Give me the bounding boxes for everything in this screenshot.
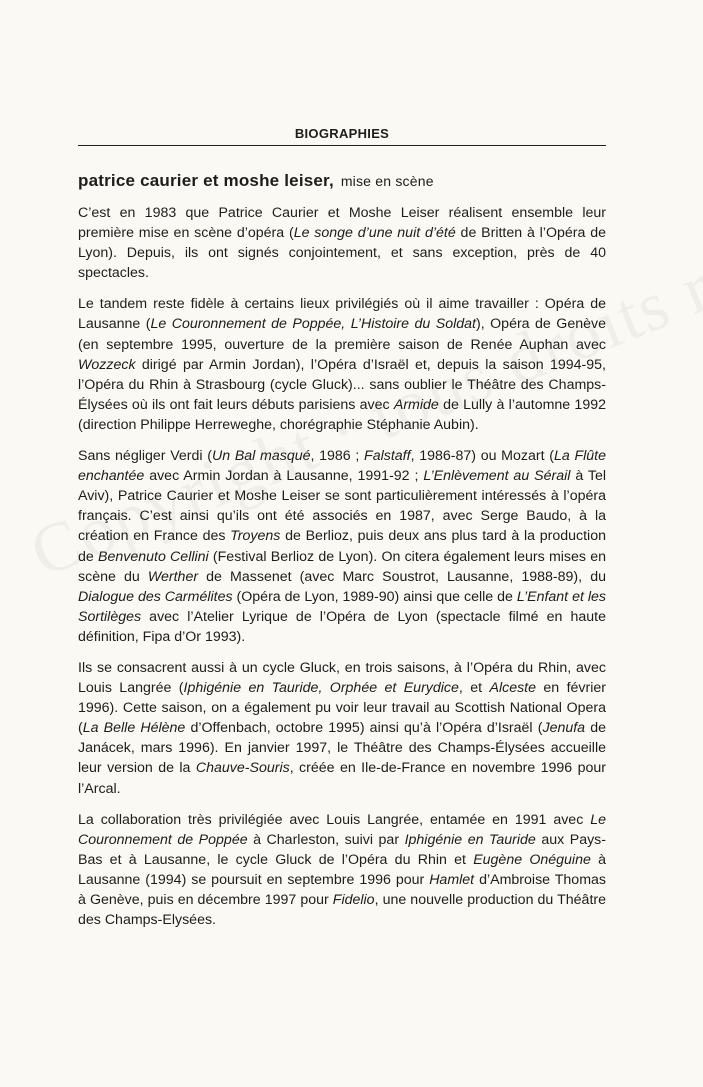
text-run: (Festival Berlioz de Lyon). On citera également leurs mises en scène du (78, 548, 606, 585)
italic-title: Le Couronnement de Poppée (78, 811, 606, 848)
paragraph-2 (78, 294, 606, 435)
text-run: à Lausanne (1994) se poursuit en septembre 1996 pour (78, 851, 606, 888)
italic-title: Jenufa (542, 720, 586, 737)
text-run: avec Armin Jordan à Lausanne, 1991-92 ; (144, 468, 424, 485)
text-run: à Tel Aviv), Patrice Caurier et Moshe Leiser se sont particulièrement intéressés à l’opéra français. C’est ainsi qu’ils ont été associés en 1987, avec Serge Baudo, à la création en France des (78, 468, 606, 545)
italic-title: La Belle Hélène (82, 720, 186, 737)
italic-title: Le songe d’une nuit d’été (293, 225, 456, 242)
text-run: d’Ambroise Thomas à Genève, puis en décembre 1997 pour (78, 871, 607, 908)
paragraph-4 (78, 658, 606, 799)
text-run: Le tandem reste fidèle à certains lieux privilégiés où il aime travailler : Opéra de Lausanne ( (78, 296, 606, 333)
italic-title: La Flûte enchantée (78, 448, 606, 485)
italic-title: L’Enfant et les Sortilèges (78, 588, 606, 625)
text-run: , une nouvelle production du Théâtre des Champs-Elysées. (78, 892, 606, 929)
text-run: , créée en Ile-de-France en novembre 1996 pour l’Arcal. (78, 760, 606, 797)
text-run: en février 1996). Cette saison, on a également pu voir leur travail au Scottish National Opera ( (78, 680, 606, 737)
text-run: , 1986 ; (310, 448, 365, 465)
italic-title: Hamlet (429, 871, 475, 888)
text-run: Sans négliger Verdi ( (78, 448, 212, 465)
text-run: de Janácek, mars 1996). En janvier 1997, le Théâtre des Champs-Élysées accueille leur version de la (78, 720, 607, 777)
biography-names: patrice caurier et moshe leiser, (78, 171, 334, 190)
text-run: Ils se consacrent aussi à un cycle Gluck, en trois saisons, à l’Opéra du Rhin, avec Louis Langrée ( (78, 659, 606, 697)
header-rule (78, 145, 606, 146)
text-run: avec l’Atelier Lyrique de l’Opéra de Lyon (spectacle filmé en haute définition, Fipa d’Or 1993). (78, 608, 606, 645)
paragraph-3 (78, 446, 606, 647)
section-header: BIOGRAPHIES (294, 126, 390, 141)
text-run: , et (458, 680, 490, 697)
text-run: de Berlioz, puis deux ans plus tard à la production de (78, 528, 606, 565)
italic-title: Eugène Onéguine (473, 851, 591, 868)
italic-title: Werther (147, 568, 199, 585)
text-run: C’est en 1983 que Patrice Caurier et Moshe Leiser réalisent ensemble leur première mise en scène d’opéra ( (78, 205, 606, 242)
italic-title: Dialogue des Carmélites (78, 588, 233, 605)
text-run: à Charleston, suivi par (247, 831, 405, 848)
text-run: , 1986-87) ou Mozart ( (410, 448, 554, 465)
italic-title: L’Enlèvement au Sérail (423, 468, 571, 485)
text-run: dirigé par Armin Jordan), l’Opéra d’Israël et, depuis la saison 1994-95, l’Opéra du Rhin à Strasbourg (cycle Gluck)... sans oublier le Théâtre des Champs-Élysées où ils ont fait leurs débuts parisiens avec (78, 356, 606, 413)
italic-title: Le Couronnement de Poppée, L’Histoire du Soldat (150, 316, 476, 333)
italic-title: Alceste (489, 680, 537, 697)
text-run: aux Pays-Bas et à Lausanne, le cycle Gluck de l’Opéra du Rhin et (78, 831, 607, 868)
text-run: de Lully à l’automne 1992 (direction Philippe Herreweghe, chorégraphie Stéphanie Aubin). (78, 396, 606, 433)
text-run: La collaboration très privilégiée avec Louis Langrée, entamée en 1991 avec (78, 811, 591, 828)
paragraph-1 (78, 203, 606, 283)
paragraph-5 (78, 810, 606, 931)
italic-title: Armide (393, 396, 439, 413)
text-run: de Massenet (avec Marc Soustrot, Lausanne, 1988-89), du (198, 568, 606, 585)
biography-heading (78, 171, 606, 191)
italic-title: Iphigénie en Tauride, Orphée et Eurydice (183, 680, 459, 697)
italic-title: Un Bal masqué (211, 448, 311, 465)
text-run: (Opéra de Lyon, 1989-90) ainsi que celle de (232, 588, 517, 605)
biography-body (78, 203, 606, 941)
italic-title: Wozzeck (78, 356, 136, 373)
italic-title: Chauve-Souris (195, 760, 290, 777)
biography-role: mise en scène (340, 173, 434, 189)
text-run: d’Offenbach, octobre 1995) ainsi qu’à l’Opéra d’Israël ( (185, 720, 543, 737)
italic-title: Iphigénie en Tauride (404, 831, 536, 848)
italic-title: Falstaff (364, 448, 411, 465)
italic-title: Troyens (230, 528, 281, 545)
text-run: de Britten à l’Opéra de Lyon). Depuis, ils ont signés conjointement, et sans exception, près de 40 spectacles. (78, 225, 607, 282)
italic-title: Benvenuto Cellini (98, 548, 209, 565)
text-run: ), Opéra de Genève (en septembre 1995, ouverture de la première saison de Renée Auphan avec (78, 316, 606, 353)
italic-title: Fidelio (332, 892, 375, 908)
